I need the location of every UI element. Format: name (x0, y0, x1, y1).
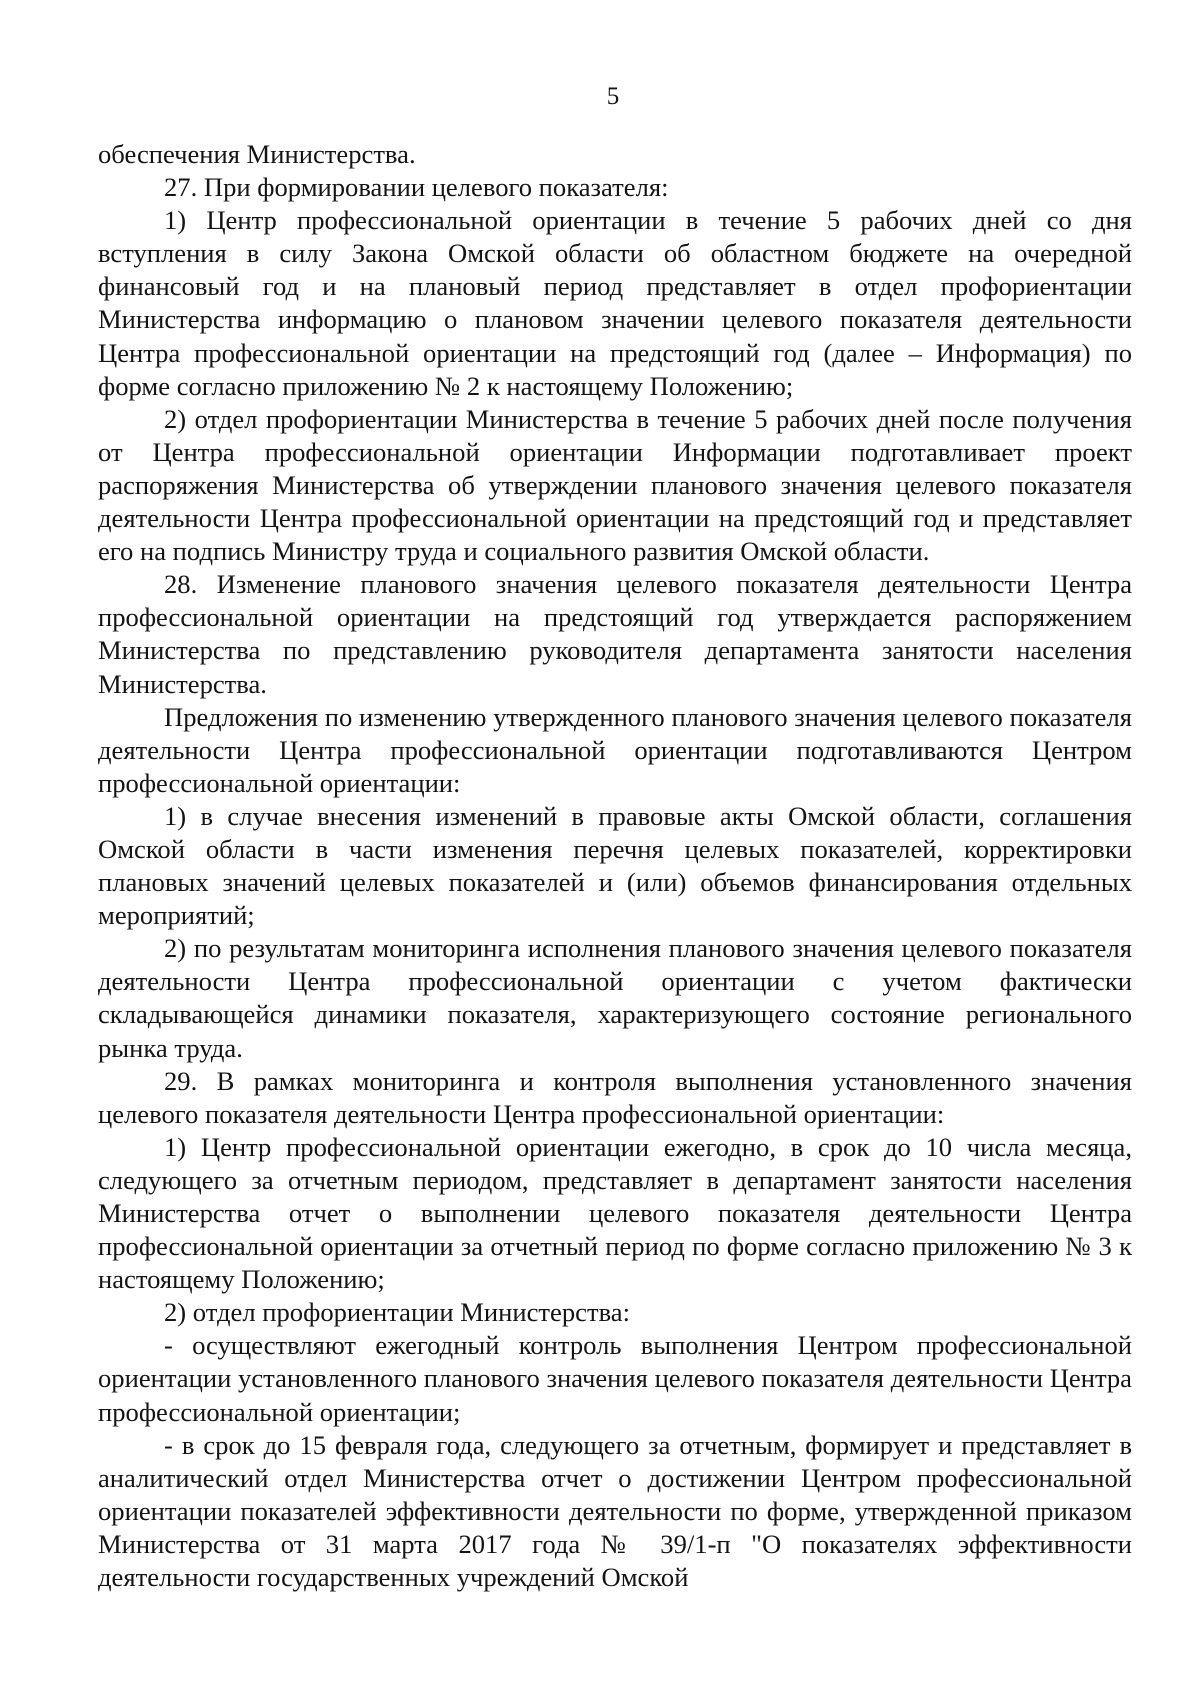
document-paragraph: - в срок до 15 февраля года, следующего за отчетным, формирует и представляет в аналитический отдел Министерства отчет о достижении Центром профессиональной ориентации показателей эффективности деятельности по форме, утвержденной приказом Министерства от 31 марта 2017 года № 39/1-п "О показателях эффективности деятельности государственных учреждений Омской (98, 1429, 1132, 1593)
document-paragraph: обеспечения Министерства. (98, 139, 416, 169)
document-paragraph: 2) отдел профориентации Министерства: (164, 1297, 630, 1328)
document-paragraph: 2) по результатам мониторинга исполнения планового значения целевого показателя деятельности Центра профессиональной ориентации с учетом фактически складывающейся динамики показателя, характеризующего состояние регионального рынка труда. (98, 933, 1132, 1063)
document-paragraph: - осуществляют ежегодный контроль выполнения Центром профессиональной ориентации установленного планового значения целевого показателя деятельности Центра профессиональной ориентации; (98, 1330, 1132, 1427)
document-paragraph: 1) Центр профессиональной ориентации в течение 5 рабочих дней со дня вступления в силу Закона Омской области об областном бюджете на очередной финансовый год и на плановый период представляет в отдел профориентации Министерства информацию о плановом значении целевого показателя деятельности Центра профессиональной ориентации на предстоящий год (далее – Информация) по форме согласно приложению № 2 к настоящему Положению; (98, 205, 1132, 401)
document-body (98, 138, 1132, 1594)
document-paragraph: 27. При формировании целевого показателя: (164, 172, 669, 203)
document-paragraph: 2) отдел профориентации Министерства в течение 5 рабочих дней после получения от Центра профессиональной ориентации Информации подготавливает проект распоряжения Министерства об утверждении планового значения целевого показателя деятельности Центра профессиональной ориентации на предстоящий год и представляет его на подпись Министру труда и социального развития Омской области. (98, 403, 1132, 567)
document-paragraph: 1) в случае внесения изменений в правовые акты Омской области, соглашения Омской области в части изменения перечня целевых показателей, корректировки плановых значений целевых показателей и (или) объемов финансирования отдельных мероприятий; (98, 800, 1132, 931)
document-paragraph: Предложения по изменению утвержденного планового значения целевого показателя деятельности Центра профессиональной ориентации подготавливаются Центром профессиональной ориентации: (98, 701, 1132, 798)
document-paragraph: 1) Центр профессиональной ориентации ежегодно, в срок до 10 числа месяца, следующего за отчетным периодом, представляет в департамент занятости населения Министерства отчет о выполнении целевого показателя деятельности Центра профессиональной ориентации за отчетный период по форме согласно приложению № 3 к настоящему Положению; (98, 1131, 1132, 1295)
document-paragraph: 28. Изменение планового значения целевого показателя деятельности Центра профессиональной ориентации на предстоящий год утверждается распоряжением Министерства по представлению руководителя департамента занятости населения Министерства. (98, 569, 1132, 699)
document-paragraph: 29. В рамках мониторинга и контроля выполнения установленного значения целевого показателя деятельности Центра профессиональной ориентации: (98, 1065, 1132, 1129)
page-number: 5 (606, 83, 620, 110)
